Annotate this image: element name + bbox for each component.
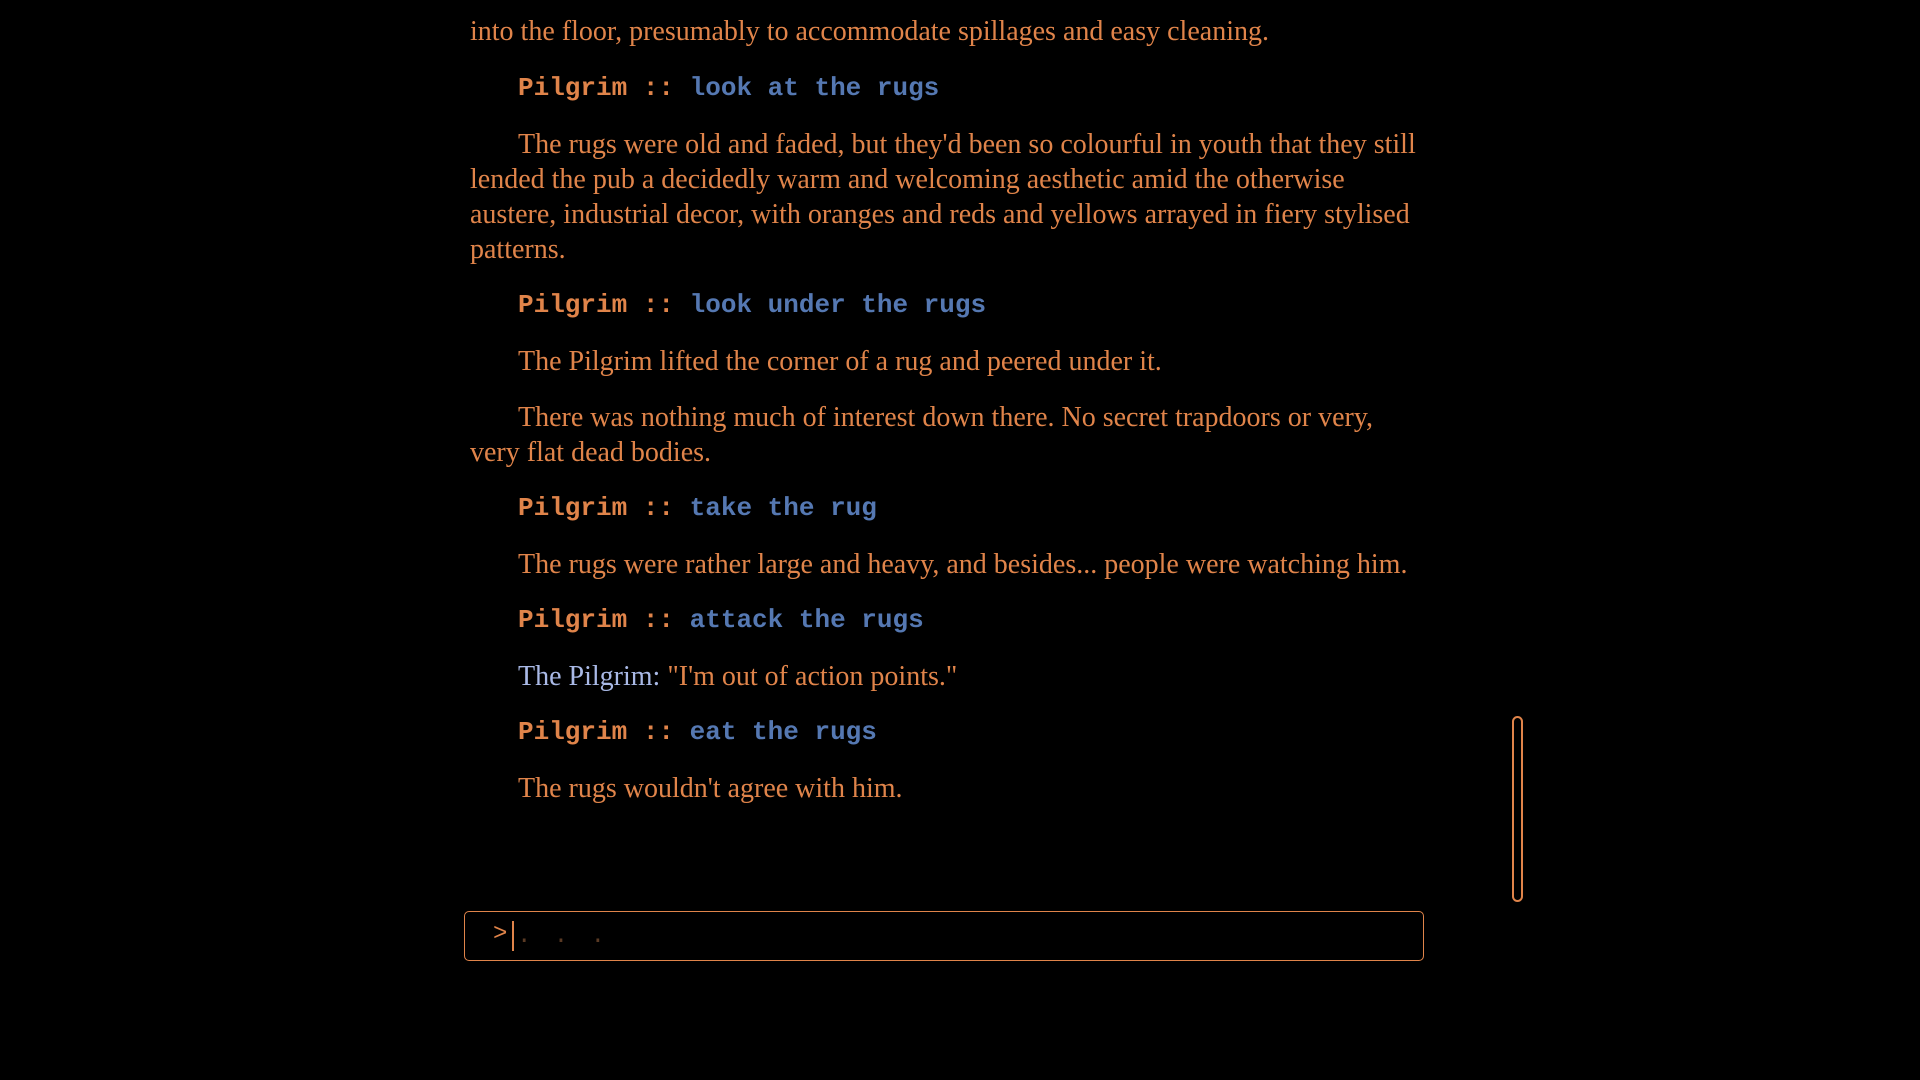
command-input[interactable] [517,916,1397,956]
command-echo [518,491,1416,526]
command-actor: Pilgrim [518,493,628,523]
dialogue-line [470,659,1416,694]
command-separator: :: [627,73,690,103]
dialogue-speaker: The Pilgrim: [518,661,661,692]
command-actor: Pilgrim [518,290,628,320]
prompt-icon: > [493,921,508,948]
command-actor: Pilgrim [518,717,628,747]
command-echo [518,71,1416,106]
command-text: look under the rugs [689,290,987,320]
story-text: There was nothing much of interest down there. No secret trapdoors or very, very flat dead bodies. [470,402,1374,468]
command-separator: :: [627,717,690,747]
command-text: look at the rugs [689,73,940,103]
command-separator: :: [627,290,690,320]
scrollbar-thumb[interactable] [1512,716,1523,902]
story-transcript [470,14,1416,827]
command-text: attack the rugs [689,605,924,635]
text-caret [512,921,514,951]
command-echo [518,288,1416,323]
story-text: The rugs wouldn't agree with him. [518,773,903,804]
command-text: take the rug [689,493,877,523]
story-text: The Pilgrim lifted the corner of a rug and peered under it. [518,346,1162,377]
command-actor: Pilgrim [518,73,628,103]
story-text: The rugs were rather large and heavy, and besides... people were watching him. [518,549,1408,580]
command-input-box[interactable] [464,911,1424,961]
command-separator: :: [627,493,690,523]
command-echo [518,715,1416,750]
dialogue-quote: "I'm out of action points." [660,661,958,692]
story-text: The rugs were old and faded, but they'd been so colourful in youth that they still lended the pub a decidedly warm and welcoming aesthetic amid the otherwise austere, industrial decor, with oranges and reds and yellows arrayed in fiery stylised patterns. [470,129,1416,265]
story-text: into the floor, presumably to accommodate spillages and easy cleaning. [470,16,1269,47]
command-echo [518,603,1416,638]
command-separator: :: [627,605,690,635]
command-actor: Pilgrim [518,605,628,635]
command-text: eat the rugs [689,717,877,747]
